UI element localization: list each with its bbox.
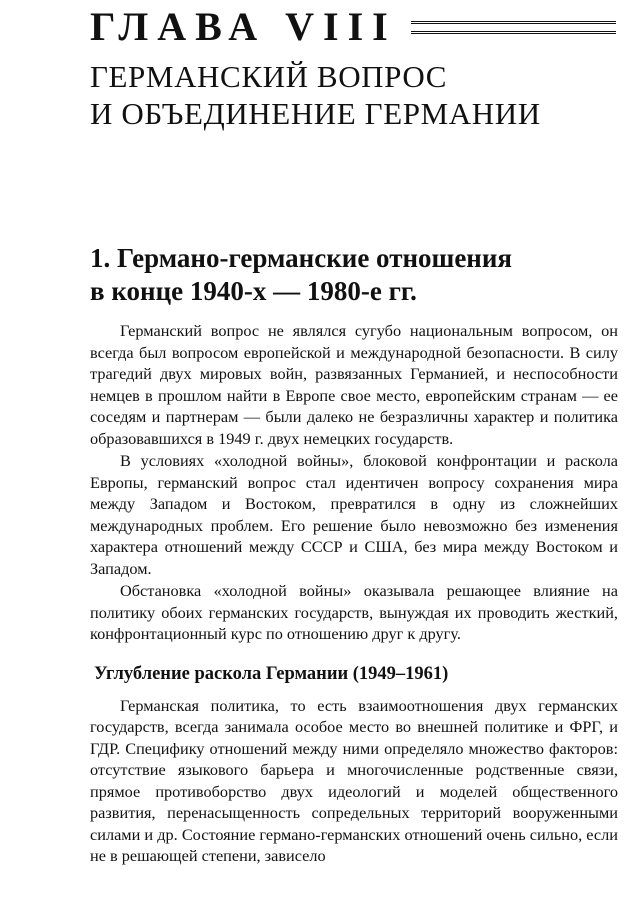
chapter-title-line-2: И ОБЪЕДИНЕНИЕ ГЕРМАНИИ xyxy=(90,96,541,131)
section-title-line-1: 1. Германо-германские отношения xyxy=(90,243,513,273)
body-text xyxy=(90,320,618,867)
paragraph: В условиях «холодной войны», блоковой конфронтации и раскола Европы, германский вопрос стал идентичен вопросу сохранения мира между Западом и Востоком, превратился в одну из сложнейших международных проблем. Его решение было невозможно без изменения характера отношений между СССР и США, без мира между Востоком и Западом. xyxy=(90,451,618,578)
chapter-decorative-rule xyxy=(411,21,616,34)
paragraph: Обстановка «холодной войны» оказывала решающее влияние на политику обоих германских государств, вынуждая их проводить жесткий, конфронтационный курс по отношению друг к другу. xyxy=(90,581,618,643)
chapter-header xyxy=(90,2,626,52)
subsection-title: Углубление раскола Германии (1949–1961) xyxy=(94,663,449,684)
paragraph: Германский вопрос не являлся сугубо национальным вопросом, он всегда был вопросом европейской и международной безопасности. В силу трагедий двух мировых войн, развязанных Германией, и неспособности немцев в прошлом найти в Европе свое место, европейским странам — ее соседям и партнерам — были далеко не безразличны характер и политика образовавшихся в 1949 г. двух немецких государств. xyxy=(90,321,618,448)
chapter-label: ГЛАВА VIII xyxy=(90,4,397,49)
chapter-title xyxy=(90,58,610,132)
section-title-line-2: в конце 1940-х — 1980-е гг. xyxy=(90,276,417,306)
section-title xyxy=(90,242,610,308)
paragraph: Германская политика, то есть взаимоотношения двух германских государств, всегда занимала особое место во внешней политике и ФРГ, и ГДР. Специфику отношений между ними определяло множество факторов: отсутствие языкового барьера и многочисленные родственные связи, прямое противоборство двух идеологий и моделей общественного развития, перенасыщенность сопредельных территорий вооруженными силами и др. Состояние германо-германских отношений очень сильно, если не в решающей степени, зависело xyxy=(90,695,618,865)
chapter-title-line-1: ГЕРМАНСКИЙ ВОПРОС xyxy=(90,59,448,94)
